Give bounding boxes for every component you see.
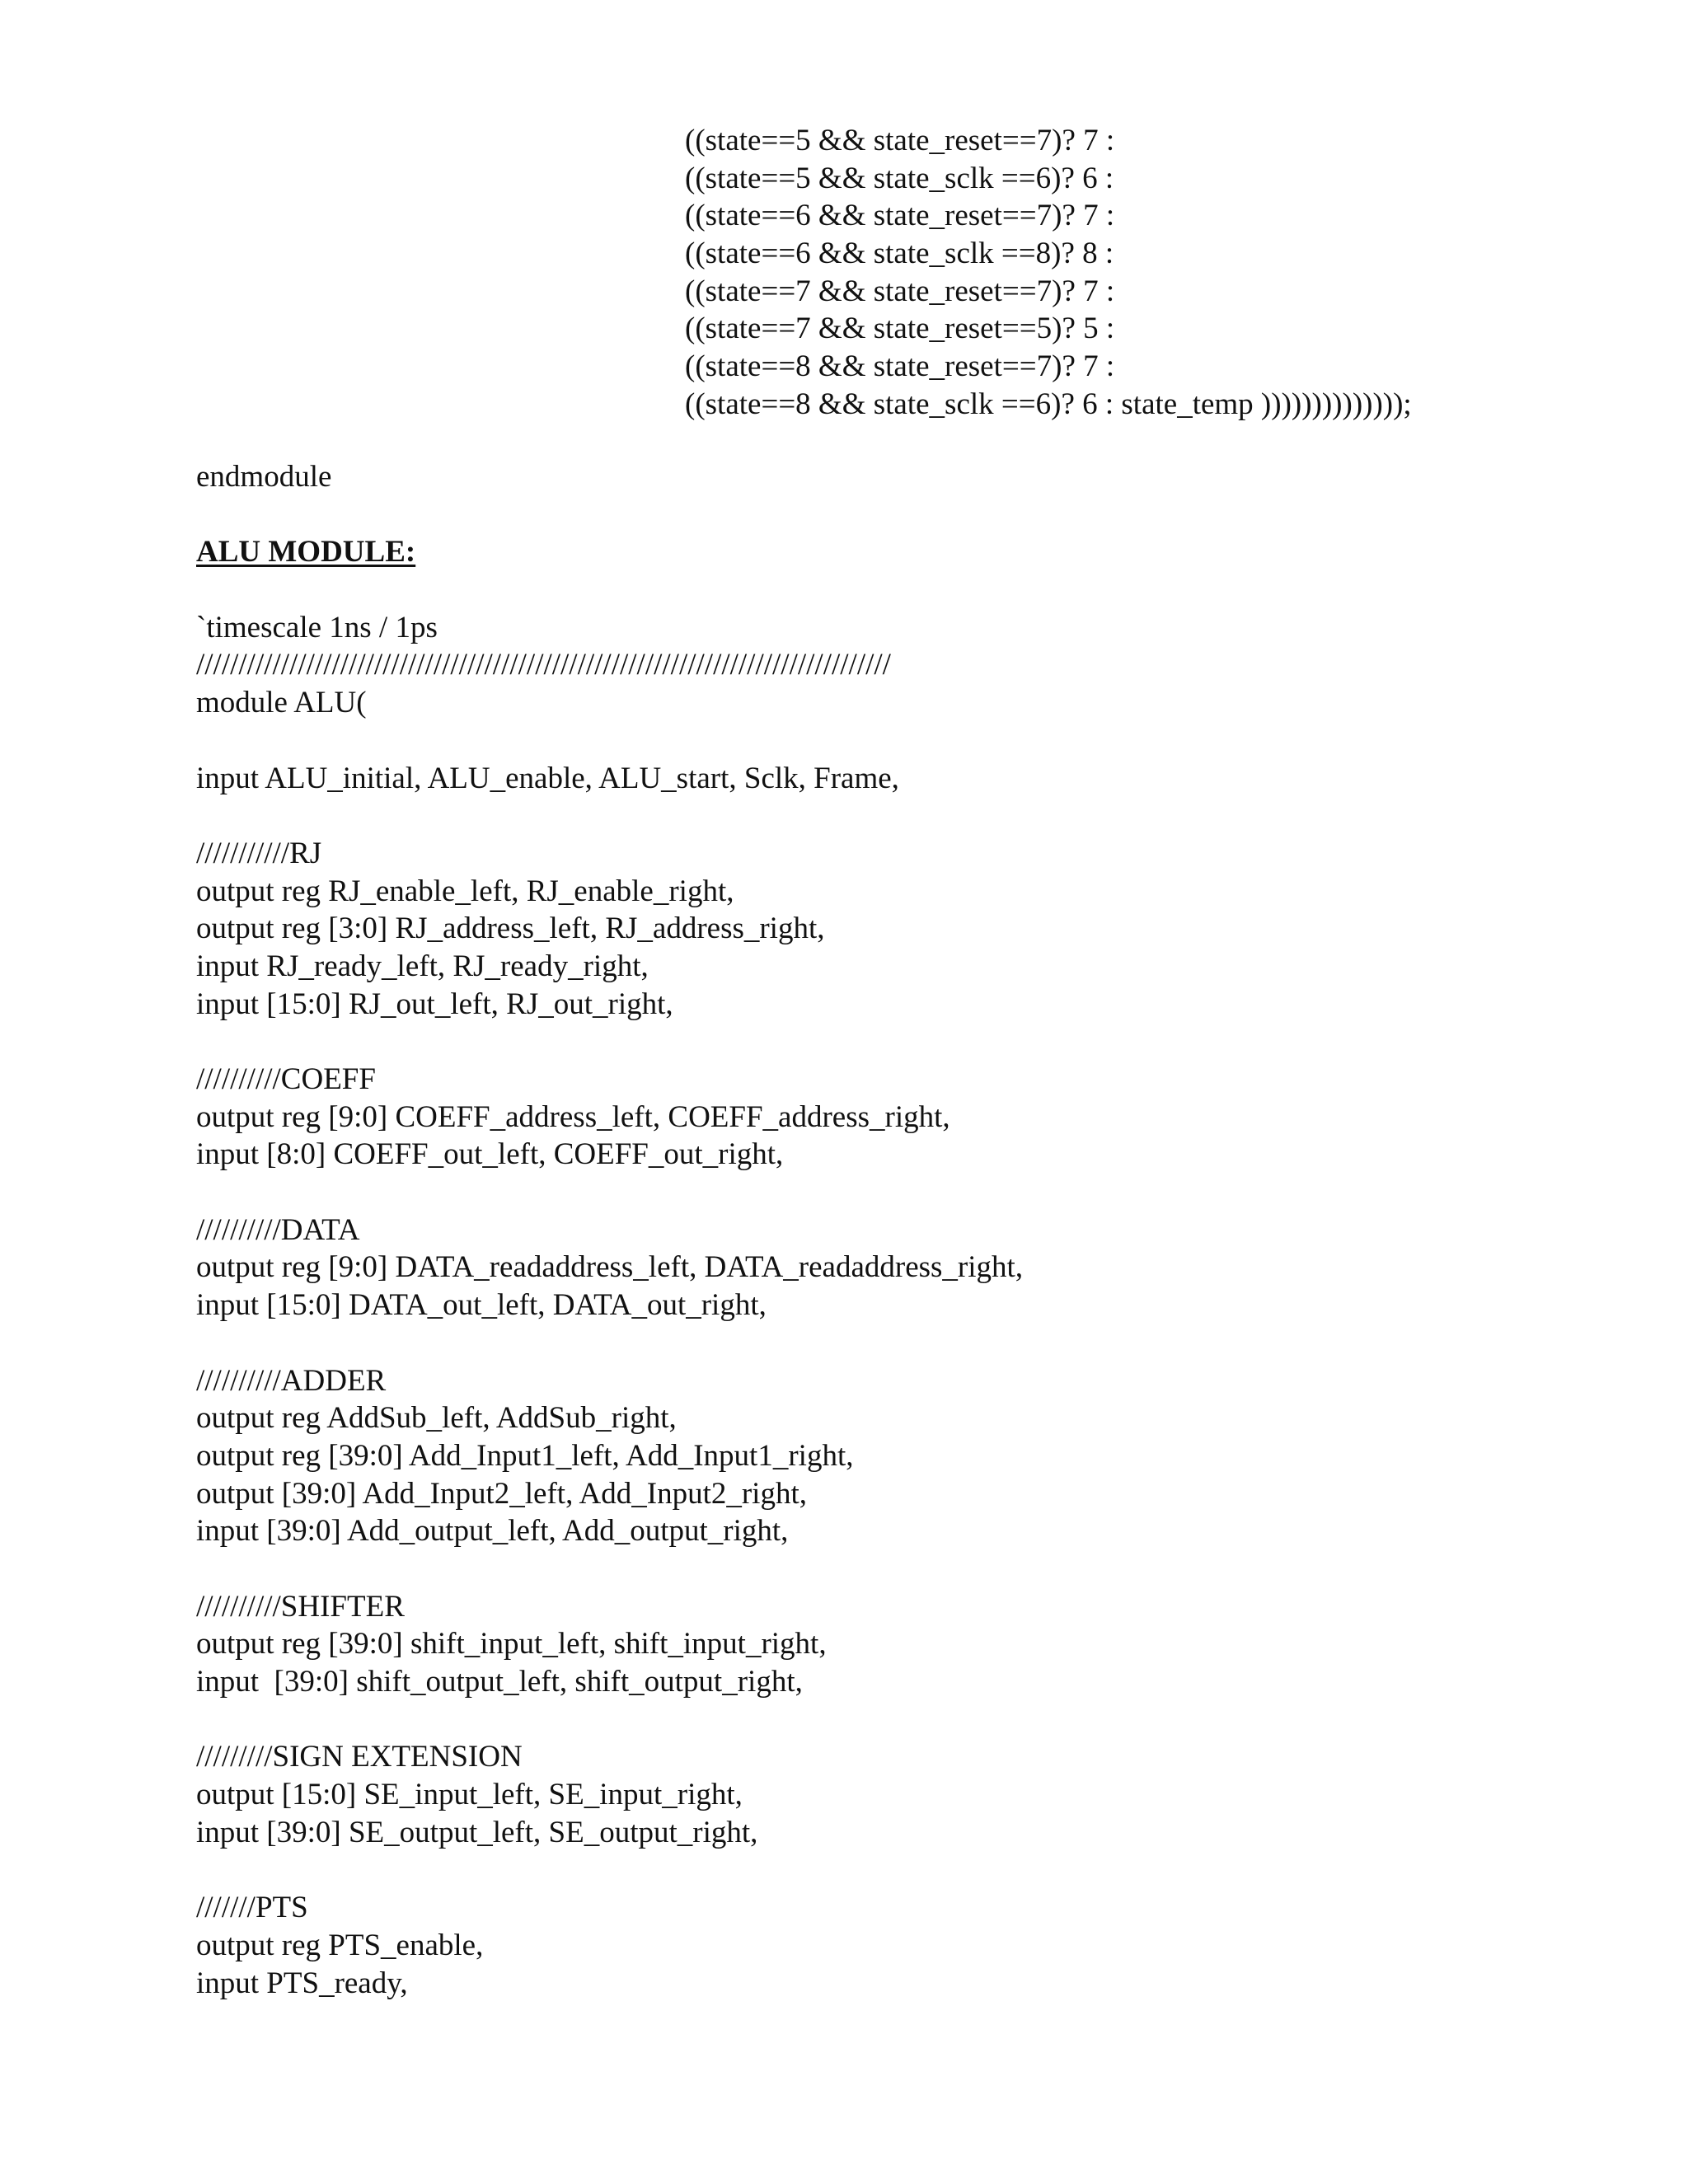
code-line: input [15:0] DATA_out_left, DATA_out_right, (196, 1288, 767, 1323)
group-comment: /////////SIGN EXTENSION (196, 1740, 523, 1774)
code-line: input [15:0] RJ_out_left, RJ_out_right, (196, 987, 673, 1021)
endmodule-line: endmodule (196, 460, 332, 494)
code-line: input [39:0] shift_output_left, shift_output_right, (196, 1665, 803, 1699)
group-comment: //////////ADDER (196, 1363, 387, 1398)
code-line: output reg [3:0] RJ_address_left, RJ_address_right, (196, 912, 825, 946)
code-line: output reg [9:0] COEFF_address_left, COEFF_address_right, (196, 1099, 950, 1134)
data-port-group (196, 1212, 1663, 1324)
code-line: ((state==7 && state_reset==7)? 7 : (685, 274, 1115, 308)
module-declaration: module ALU( (196, 686, 367, 720)
group-comment: ///////PTS (196, 1891, 308, 1925)
code-line: ((state==6 && state_reset==7)? 7 : (685, 199, 1115, 233)
ternary-expression-block (685, 122, 1674, 424)
comment-divider: ////////////////////////////////////////////////////////////////////////////////// (196, 648, 891, 682)
code-line: output reg AddSub_left, AddSub_right, (196, 1401, 677, 1436)
code-line: ((state==8 && state_sclk ==6)? 6 : state_temp )))))))))))))); (685, 387, 1412, 421)
main-inputs-line: input ALU_initial, ALU_enable, ALU_start, Sclk, Frame, (196, 761, 899, 795)
code-line: input RJ_ready_left, RJ_ready_right, (196, 949, 649, 983)
group-comment: ///////////RJ (196, 836, 322, 870)
code-line: input [39:0] Add_output_left, Add_output_right, (196, 1514, 789, 1549)
group-comment: //////////DATA (196, 1212, 360, 1247)
pts-port-group (196, 1889, 1663, 2002)
code-line: input PTS_ready, (196, 1966, 408, 2000)
group-comment: //////////COEFF (196, 1062, 376, 1096)
alu-module-listing (196, 458, 1663, 2002)
code-line: input [39:0] SE_output_left, SE_output_right, (196, 1815, 758, 1849)
code-line: ((state==6 && state_sclk ==8)? 8 : (685, 237, 1114, 271)
sign-extension-port-group (196, 1738, 1663, 1851)
code-line: output reg [39:0] Add_Input1_left, Add_Input1_right, (196, 1438, 854, 1473)
code-line: input [8:0] COEFF_out_left, COEFF_out_right, (196, 1137, 784, 1172)
section-heading: ALU MODULE: (196, 535, 416, 569)
rj-port-group (196, 835, 1663, 1023)
shifter-port-group (196, 1588, 1663, 1701)
code-line: ((state==5 && state_reset==7)? 7 : (685, 124, 1115, 157)
code-line: output [15:0] SE_input_left, SE_input_right, (196, 1778, 743, 1812)
group-comment: //////////SHIFTER (196, 1589, 405, 1624)
coeff-port-group (196, 1061, 1663, 1174)
code-line: output reg PTS_enable, (196, 1928, 484, 1962)
code-line: ((state==7 && state_reset==5)? 5 : (685, 312, 1115, 346)
timescale-line: `timescale 1ns / 1ps (196, 610, 438, 644)
adder-port-group (196, 1362, 1663, 1550)
code-line: output reg RJ_enable_left, RJ_enable_right, (196, 874, 734, 908)
code-line: ((state==8 && state_reset==7)? 7 : (685, 349, 1115, 384)
code-line: ((state==5 && state_sclk ==6)? 6 : (685, 161, 1114, 195)
code-line: output reg [39:0] shift_input_left, shift_input_right, (196, 1627, 827, 1661)
code-line: output reg [9:0] DATA_readaddress_left, DATA_readaddress_right, (196, 1250, 1024, 1285)
code-line: output [39:0] Add_Input2_left, Add_Input2_right, (196, 1476, 807, 1511)
